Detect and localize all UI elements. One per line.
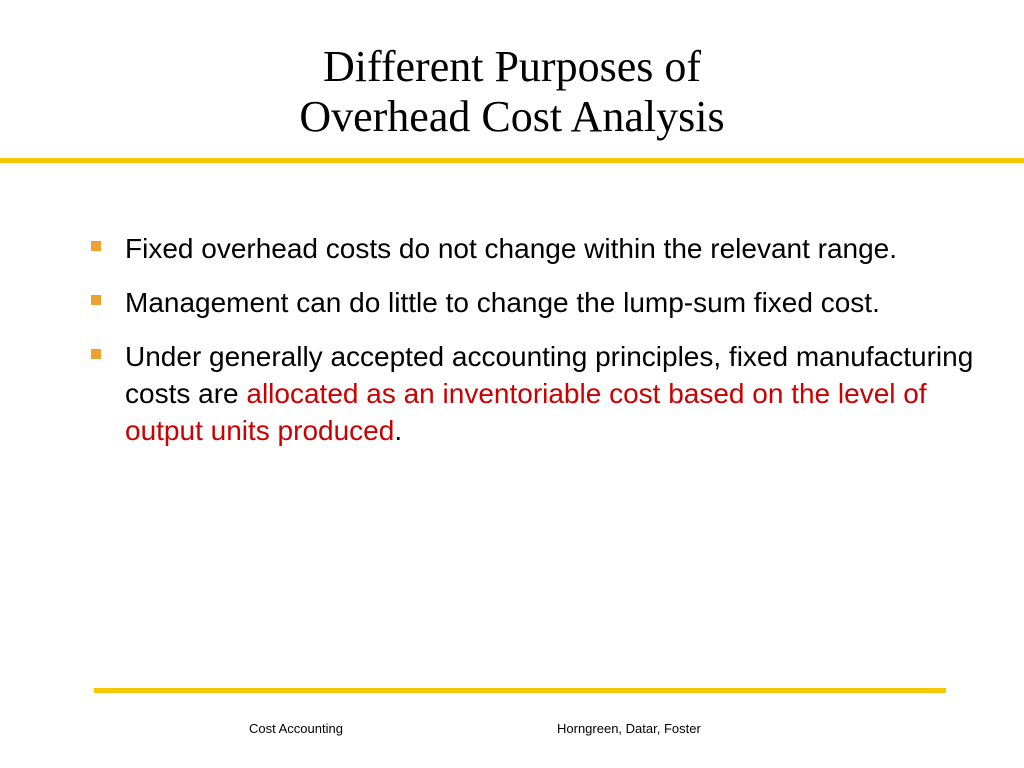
bullet-highlight-text: allocated as an inventoriable cost based on the level of output units produced bbox=[125, 378, 927, 446]
footer-authors: Horngreen, Datar, Foster bbox=[557, 721, 701, 736]
bullet-text: Fixed overhead costs do not change within the relevant range. bbox=[125, 233, 898, 264]
bullet-item-gaap bbox=[85, 338, 985, 449]
bullet-text: Management can do little to change the lump-sum fixed cost. bbox=[125, 287, 880, 318]
square-bullet-icon bbox=[91, 349, 101, 359]
bullet-text: Under generally accepted accounting principles, fixed manufacturing costs are bbox=[125, 341, 974, 409]
bullet-item-fixed-overhead bbox=[85, 230, 985, 267]
bullet-list bbox=[85, 230, 985, 466]
footer-course-name: Cost Accounting bbox=[249, 721, 343, 736]
title-line-2: Overhead Cost Analysis bbox=[299, 92, 725, 141]
bullet-text-end: . bbox=[394, 415, 403, 446]
square-bullet-icon bbox=[91, 295, 101, 305]
slide-title bbox=[0, 42, 1024, 142]
square-bullet-icon bbox=[91, 241, 101, 251]
bullet-item-management bbox=[85, 284, 985, 321]
footer-divider bbox=[94, 688, 946, 693]
title-divider bbox=[0, 158, 1024, 163]
title-line-1: Different Purposes of bbox=[323, 42, 701, 91]
